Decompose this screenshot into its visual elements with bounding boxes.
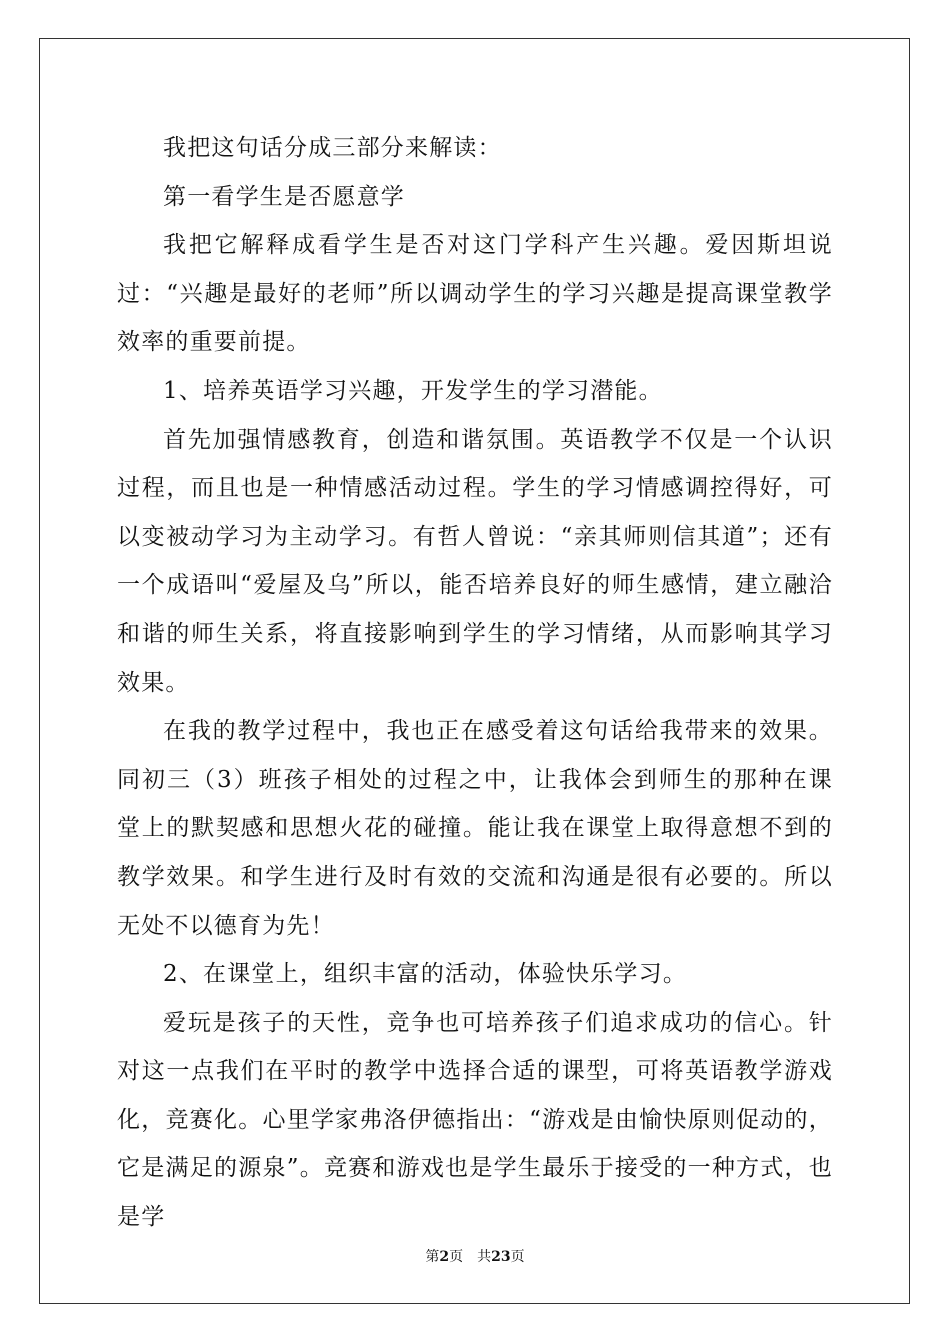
page-unit: 页 [449,1249,464,1265]
document-body [117,124,833,1242]
page-footer [0,1248,950,1266]
paragraph-intro: 我把这句话分成三部分来解读： [163,135,502,161]
page-prefix: 第 [425,1249,440,1265]
paragraph-teaching-process: 在我的教学过程中，我也正在感受着这句话给我带来的效果。同初三（3）班孩子相处的过程之中，让我体会到师生的那种在课堂上的默契感和思想火花的碰撞。能让我在课堂上取得意想不到的教学效果。和学生进行及时有效的交流和沟通是很有必要的。所以无处不以德育为先！ [117,718,833,939]
total-prefix: 共 [477,1249,492,1265]
paragraph-point-2: 2、在课堂上，组织丰富的活动，体验快乐学习。 [163,961,688,988]
paragraph-interest: 我把它解释成看学生是否对这门学科产生兴趣。爱因斯坦说过：“兴趣是最好的老师”所以调动学生的学习兴趣是提高课堂教学效率的重要前提。 [117,232,833,356]
paragraph-point-1: 1、培养英语学习兴趣，开发学生的学习潜能。 [163,377,663,404]
paragraph-games: 爱玩是孩子的天性，竞争也可培养孩子们追求成功的信心。针对这一点我们在平时的教学中选择合适的课型，可将英语教学游戏化，竞赛化。心里学家弗洛伊德指出：“游戏是由愉快原则促动的，它是满足的源泉”。竞赛和游戏也是学生最乐于接受的一种方式，也是学 [117,1009,833,1231]
page-total: 23 [491,1249,511,1265]
total-unit: 页 [510,1249,525,1265]
page-current: 2 [439,1249,450,1265]
paragraph-heading-first: 第一看学生是否愿意学 [163,183,405,210]
paragraph-emotion-education: 首先加强情感教育，创造和谐氛围。英语教学不仅是一个认识过程，而且也是一种情感活动过程。学生的学习情感调控得好，可以变被动学习为主动学习。有哲人曾说：“亲其师则信其道”；还有一个成语叫“爱屋及乌”所以，能否培养良好的师生感情，建立融洽和谐的师生关系，将直接影响到学生的学习情绪，从而影响其学习效果。 [117,426,833,696]
